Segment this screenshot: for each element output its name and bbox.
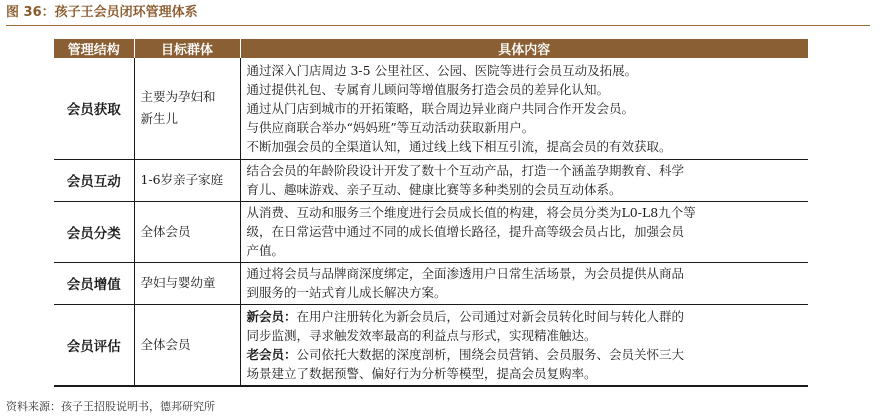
cell-structure: 会员评估	[54, 304, 134, 386]
content-line: 不断加强会员的全渠道认知，通过线上线下相互引流，提高会员的有效获取。	[246, 138, 672, 154]
target-line: 全体会员	[140, 223, 191, 239]
title-divider	[6, 25, 870, 26]
source-note: 资料来源：孩子王招股说明书，德邦研究所	[6, 400, 215, 413]
old-member-label: 老会员：	[246, 346, 297, 362]
cell-content	[240, 58, 808, 159]
table-header-row	[54, 39, 808, 58]
cell-structure: 会员增值	[54, 262, 134, 304]
content-line	[247, 345, 809, 364]
content-line: 到服务的一站式育儿成长解决方案。	[246, 285, 447, 300]
content-line: 同步监测，寻求触发效率最高的利益点与形式，实现精准触达。	[246, 327, 597, 343]
table-row	[54, 159, 808, 201]
content-line: 通过从门店到城市的开拓策略，联合周边异业商户共同合作开发会员。	[246, 100, 635, 116]
content-line	[247, 307, 809, 326]
cell-content	[240, 262, 808, 304]
header-target: 目标群体	[134, 39, 240, 58]
new-member-label: 新会员：	[246, 308, 297, 324]
content-line: 通过深入门店周边 3-5 公里社区、公园、医院等进行会员互动及拓展。	[246, 62, 638, 78]
membership-management-table	[54, 39, 808, 387]
target-line: 新生儿	[140, 111, 179, 127]
content-line: 结合会员的年龄阶段设计开发了数十个互动产品，打造一个涵盖孕期教育、科学	[246, 163, 685, 178]
cell-target	[134, 201, 240, 262]
target-line: 1-6岁亲子家庭	[140, 172, 224, 187]
header-structure: 管理结构	[54, 39, 134, 58]
figure-title: 图 36：孩子王会员闭环管理体系	[6, 5, 198, 20]
content-line: 级，在日常运营中通过不同的成长值增长路径，提升高等级会员占比，加强会员	[246, 224, 685, 239]
cell-content	[240, 304, 808, 386]
cell-target	[134, 304, 240, 386]
content-line: 育儿、趣味游戏、亲子互动、健康比赛等多种类别的会员互动体系。	[246, 182, 622, 197]
header-content: 具体内容	[240, 39, 808, 58]
table-row	[54, 304, 808, 386]
new-member-text: 在用户注册转化为新会员后，公司通过对新会员转化时间与转化人群的	[296, 308, 685, 324]
cell-target	[134, 262, 240, 304]
cell-target	[134, 58, 240, 159]
cell-structure: 会员获取	[54, 58, 134, 159]
content-line: 从消费、互动和服务三个维度进行会员成长值的构建，将会员分类为L0-L8九个等	[246, 205, 696, 220]
content-line: 与供应商联合举办“妈妈班”等互动活动获取新用户。	[246, 119, 535, 135]
target-line: 全体会员	[140, 336, 191, 352]
table-row	[54, 262, 808, 304]
cell-structure: 会员互动	[54, 159, 134, 201]
content-line: 通过将会员与品牌商深度绑定，全面渗透用户日常生活场景，为会员提供从商品	[246, 266, 685, 281]
cell-target	[134, 159, 240, 201]
cell-structure: 会员分类	[54, 201, 134, 262]
table-row	[54, 201, 808, 262]
content-line: 场景建立了数据预警、偏好行为分析等模型，提高会员复购率。	[246, 365, 597, 381]
target-line: 孕妇与婴幼童	[140, 275, 216, 290]
old-member-text: 公司依托大数据的深度剖析，围绕会员营销、会员服务、会员关怀三大	[296, 346, 685, 362]
content-line: 产值。	[246, 243, 285, 258]
cell-content	[240, 201, 808, 262]
content-line: 通过提供礼包、专属育儿顾问等增值服务打造会员的差异化认知。	[246, 81, 610, 97]
cell-content	[240, 159, 808, 201]
target-line: 主要为孕妇和	[140, 89, 216, 105]
table-row	[54, 58, 808, 159]
